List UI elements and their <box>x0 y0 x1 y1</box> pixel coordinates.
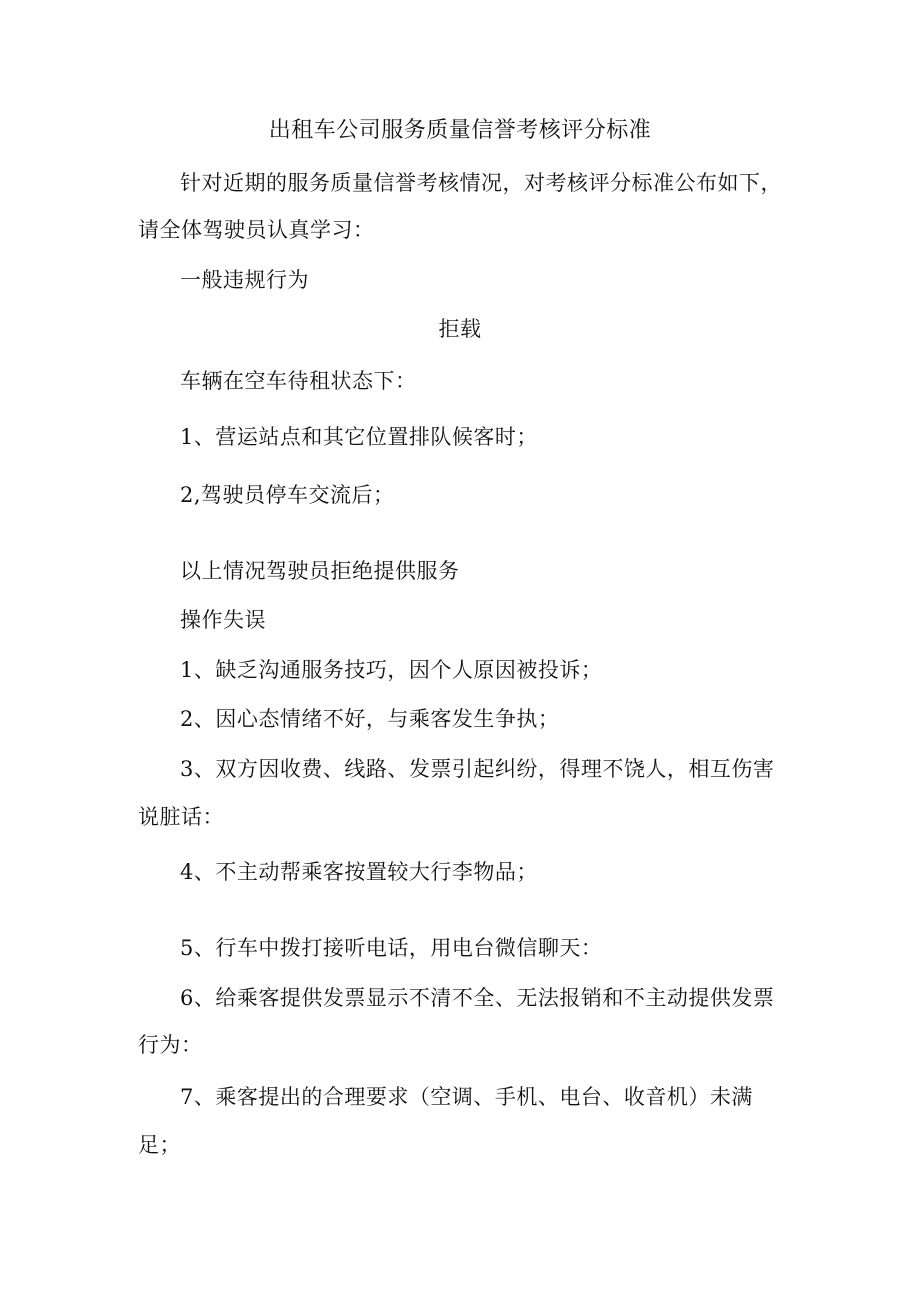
refusal-conclusion: 以上情况驾驶员拒绝提供服务 <box>180 559 460 583</box>
refusal-item-2: 2,驾驶员停车交流后； <box>180 483 395 507</box>
operation-item-3-cont: 说脏话： <box>138 805 224 829</box>
document-title: 出租车公司服务质量信誉考核评分标准 <box>268 118 652 143</box>
operation-item-5: 5、行车中拨打接听电话，用电台微信聊天： <box>180 936 603 960</box>
section-heading: 一般违规行为 <box>180 268 309 292</box>
operation-item-6: 6、给乘客提供发票显示不清不全、无法报销和不主动提供发票 <box>180 986 775 1010</box>
intro-line-2: 请全体驾驶员认真学习： <box>138 218 375 242</box>
subsection-refusal-heading: 拒载 <box>438 317 482 341</box>
refusal-condition: 车辆在空车待租状态下： <box>180 369 417 393</box>
operation-item-3: 3、双方因收费、线路、发票引起纠纷，得理不饶人，相互伤害 <box>180 757 775 781</box>
operation-item-4: 4、不主动帮乘客按置较大行李物品； <box>180 860 538 884</box>
operation-item-6-cont: 行为： <box>138 1033 203 1057</box>
refusal-item-1: 1、营运站点和其它位置排队候客时； <box>180 425 538 449</box>
subsection-operation-heading: 操作失误 <box>180 608 266 632</box>
intro-line-1: 针对近期的服务质量信誉考核情况，对考核评分标准公布如下， <box>180 171 782 195</box>
operation-item-2: 2、因心态情绪不好，与乘客发生争执； <box>180 707 560 731</box>
operation-item-1: 1、缺乏沟通服务技巧，因个人原因被投诉； <box>180 658 603 682</box>
operation-item-7-cont: 足； <box>138 1133 181 1157</box>
operation-item-7: 7、乘客提出的合理要求（空调、手机、电台、收音机）未满 <box>180 1085 753 1109</box>
